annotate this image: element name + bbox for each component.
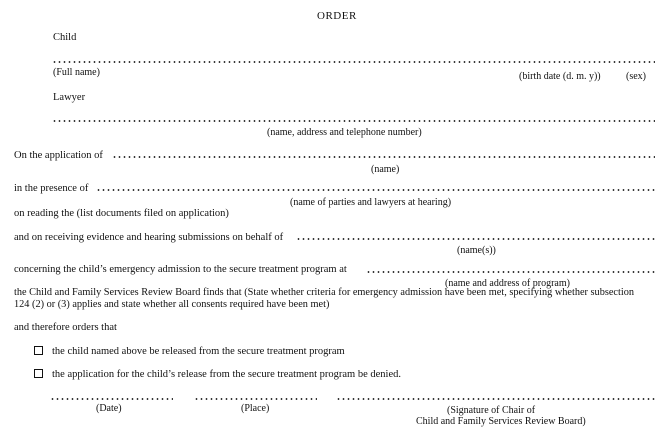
lawyer-caption: (name, address and telephone number) xyxy=(267,127,422,138)
program-field[interactable] xyxy=(366,271,655,273)
application-caption: (name) xyxy=(371,164,400,175)
evidence-caption: (name(s)) xyxy=(457,245,496,256)
application-field[interactable] xyxy=(112,156,655,158)
findings-line-2: 124 (2) or (3) applies and state whether all consents required have been met) xyxy=(14,299,330,310)
full-name-caption: (Full name) xyxy=(53,67,100,78)
child-label: Child xyxy=(53,32,77,43)
sex-caption: (sex) xyxy=(626,71,646,82)
deny-option-label: the application for the child’s release from the secure treatment program be denied. xyxy=(52,369,401,380)
date-caption: (Date) xyxy=(96,403,122,414)
place-caption: (Place) xyxy=(241,403,270,414)
reading-label: on reading the (list documents filed on application) xyxy=(14,208,229,219)
presence-label: in the presence of xyxy=(14,183,89,194)
form-title: ORDER xyxy=(317,10,357,22)
deny-checkbox[interactable] xyxy=(34,369,43,378)
orders-label: and therefore orders that xyxy=(14,322,117,333)
program-caption: (name and address of program) xyxy=(445,278,570,289)
chair-caption-line-1: (Signature of Chair of xyxy=(447,405,536,416)
presence-caption: (name of parties and lawyers at hearing) xyxy=(290,197,452,208)
application-label: On the application of xyxy=(14,150,103,161)
concerning-label: concerning the child’s emergency admission to the secure treatment program at xyxy=(14,264,347,275)
release-option-label: the child named above be released from the secure treatment program xyxy=(52,346,345,357)
presence-field[interactable] xyxy=(96,189,655,191)
birth-date-caption: (birth date (d. m. y)) xyxy=(519,71,601,82)
evidence-label: and on receiving evidence and hearing submissions on behalf of xyxy=(14,232,284,243)
date-field[interactable] xyxy=(50,398,173,400)
evidence-field[interactable] xyxy=(296,238,655,240)
chair-signature-field[interactable] xyxy=(336,398,655,400)
place-field[interactable] xyxy=(194,398,317,400)
child-name-field[interactable] xyxy=(52,61,655,63)
findings-line-1: the Child and Family Services Review Board finds that (State whether criteria for emergency admission have been met, specifying whether subsection xyxy=(14,287,635,298)
release-checkbox[interactable] xyxy=(34,346,43,355)
chair-caption-line-2: Child and Family Services Review Board) xyxy=(416,416,586,427)
lawyer-field[interactable] xyxy=(52,120,655,122)
lawyer-label: Lawyer xyxy=(53,92,86,103)
